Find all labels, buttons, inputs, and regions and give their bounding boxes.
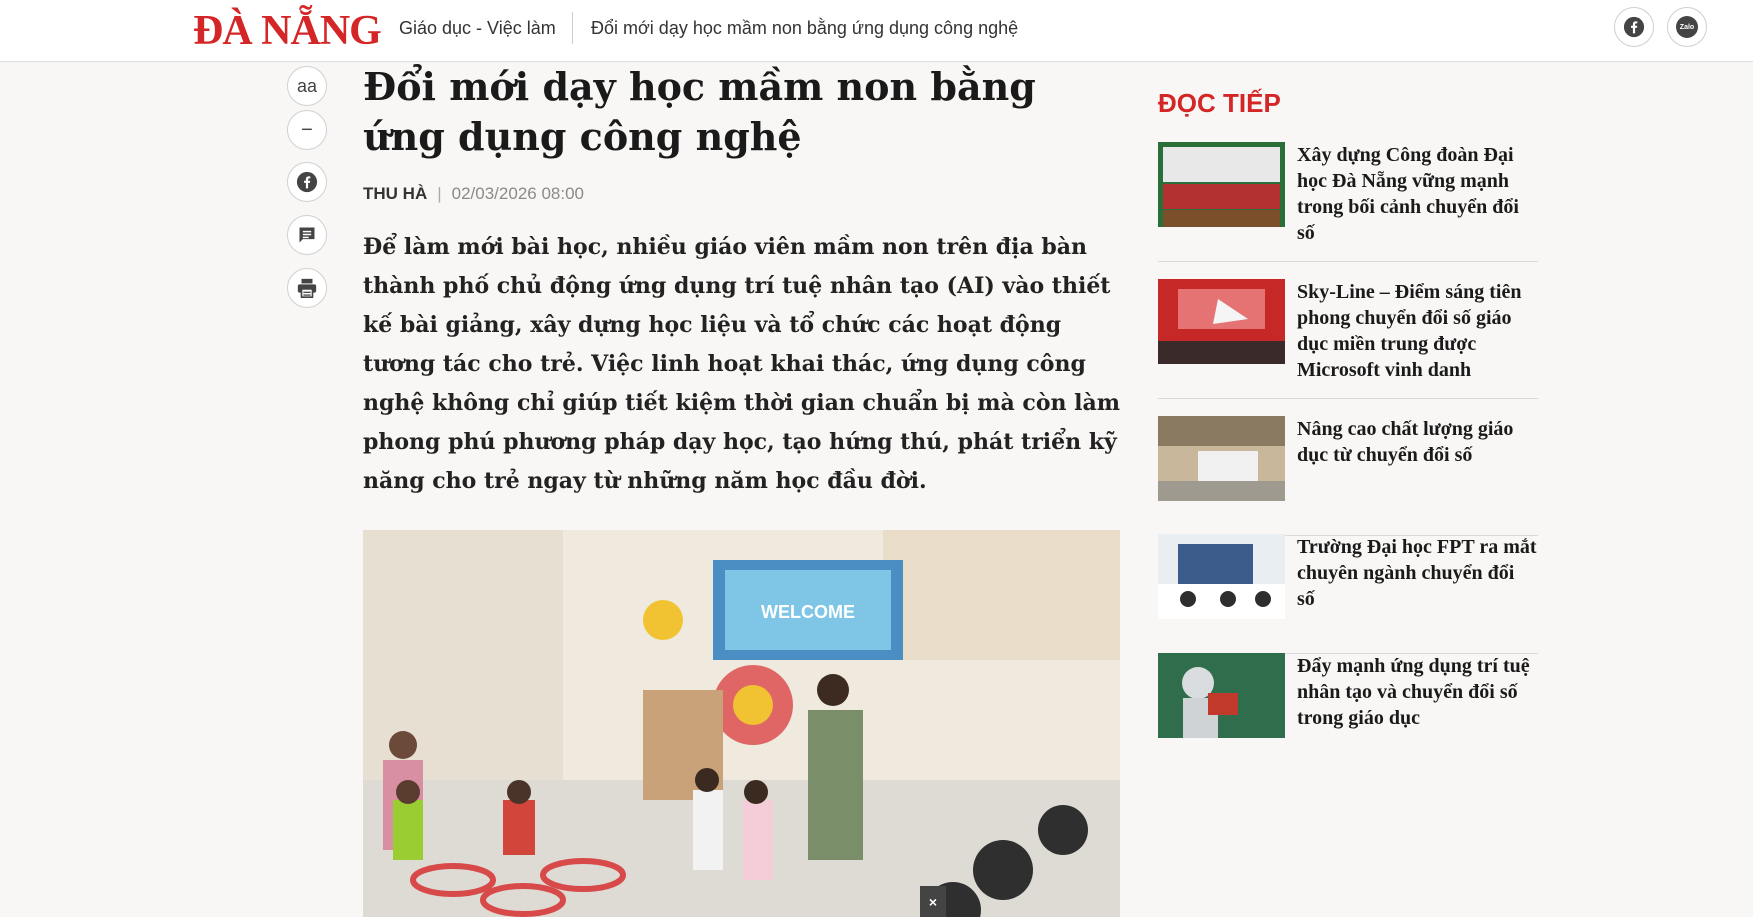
article-author[interactable]: THU HÀ [363, 184, 428, 203]
close-icon: × [928, 893, 938, 910]
article-lead: Để làm mới bài học, nhiều giáo viên mầm non trên địa bàn thành phố chủ động ứng dụng trí tuệ nhân tạo (AI) vào thiết kế bài giảng, xây dựng học liệu và tổ chức các hoạt động tương tác cho trẻ. Việc linh hoạt khai thác, ứng dụng công nghệ không chỉ giúp tiết kiệm thời gian chuẩn bị mà còn làm phong phú phương pháp dạy học, tạo hứng thú, phát triển kỹ năng cho trẻ ngay từ những năm học đầu đời. [363, 234, 1121, 494]
read-next-item[interactable] [1158, 534, 1538, 654]
comment-button[interactable] [287, 215, 327, 255]
read-next-heading: ĐỌC TIẾP [1158, 88, 1281, 118]
photo-close-button[interactable] [920, 886, 946, 917]
breadcrumb-divider [572, 12, 573, 44]
read-next-thumbnail[interactable] [1158, 142, 1285, 227]
breadcrumb-category-link[interactable]: Giáo dục - Việc làm [399, 18, 556, 38]
read-next-item[interactable] [1158, 279, 1538, 399]
facebook-icon [1623, 16, 1645, 38]
read-next-item[interactable] [1158, 142, 1538, 262]
byline-separator: | [437, 184, 442, 203]
print-icon [296, 277, 318, 299]
facebook-share-side-button[interactable] [287, 162, 327, 202]
facebook-share-button[interactable] [1614, 7, 1654, 47]
facebook-icon [296, 171, 318, 193]
comment-icon [297, 225, 317, 245]
classroom-photo [363, 530, 1120, 917]
read-next-thumbnail[interactable] [1158, 534, 1285, 619]
font-size-button[interactable] [287, 66, 327, 106]
top-navigation-bar [0, 0, 1753, 62]
read-next-thumbnail[interactable] [1158, 653, 1285, 738]
read-next-title[interactable]: Xây dựng Công đoàn Đại học Đà Nẵng vững mạnh trong bối cảnh chuyển đổi số [1297, 144, 1519, 244]
article-byline [363, 183, 584, 205]
read-next-title[interactable]: Nâng cao chất lượng giáo dục từ chuyển đổi số [1297, 418, 1514, 466]
article-photo[interactable] [363, 530, 1120, 917]
breadcrumb-article-title[interactable]: Đổi mới dạy học mầm non bằng ứng dụng công nghệ [591, 18, 1019, 38]
board-welcome-text: WELCOME [761, 602, 855, 622]
zalo-icon: Zalo [1676, 16, 1698, 38]
read-next-thumbnail[interactable] [1158, 416, 1285, 501]
read-next-title[interactable]: Đẩy mạnh ứng dụng trí tuệ nhân tạo và chuyển đổi số trong giáo dục [1297, 655, 1530, 729]
read-next-thumbnail[interactable] [1158, 279, 1285, 364]
print-button[interactable] [287, 268, 327, 308]
zalo-share-button[interactable] [1667, 7, 1707, 47]
read-next-item[interactable] [1158, 653, 1538, 773]
minus-icon: − [301, 119, 313, 141]
text-size-icon: aa [296, 76, 318, 96]
article-date: 02/03/2026 08:00 [451, 184, 584, 203]
read-next-title[interactable]: Trường Đại học FPT ra mắt chuyên ngành chuyển đổi số [1297, 536, 1537, 610]
article-title: Đổi mới dạy học mầm non bằng ứng dụng công nghệ [363, 64, 1036, 159]
read-next-title[interactable]: Sky-Line – Điểm sáng tiên phong chuyển đổi số giáo dục miền trung được Microsoft vinh danh [1297, 281, 1522, 381]
read-next-item[interactable] [1158, 416, 1538, 536]
site-logo[interactable]: ĐÀ NẴNG [193, 8, 381, 54]
zoom-out-button[interactable] [287, 110, 327, 150]
